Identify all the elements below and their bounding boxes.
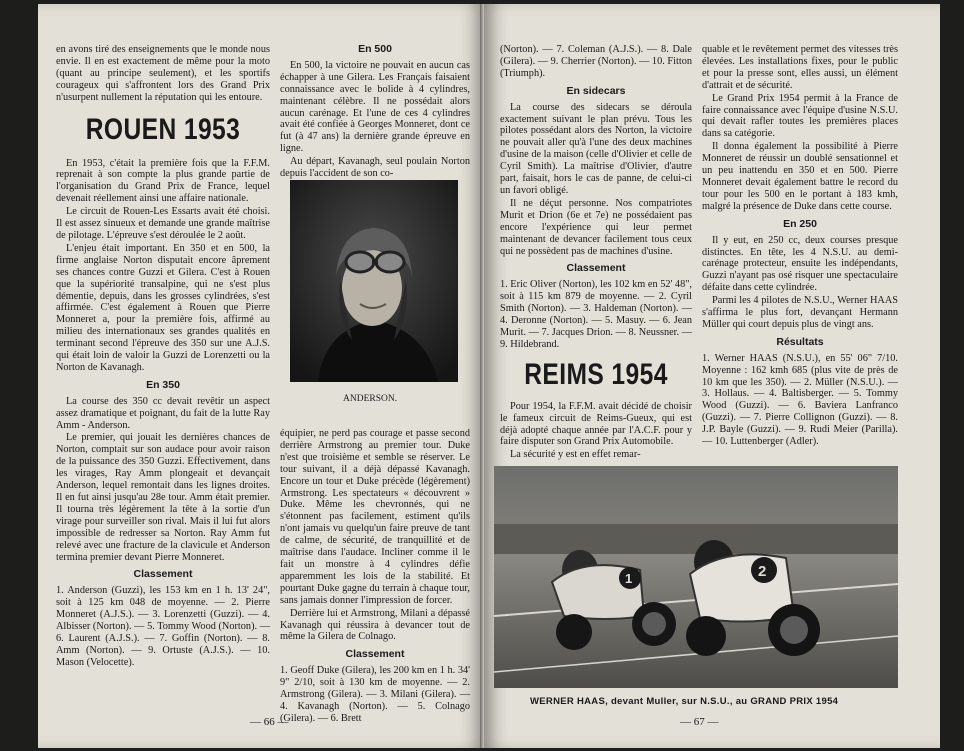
reims-paragraph-1: Pour 1954, la F.F.M. avait décidé de choisir le fameux circuit de Reims-Gueux, qui est déjà adopté chaque année par l'A.C.F. pour y faire disputer son Grand Prix Automobile. — [500, 400, 692, 448]
left-column-1 — [56, 44, 270, 670]
sidecars-paragraph-1: La course des sidecars se déroula exactement suivant le plan prévu. Tous les pilotes possédant alors des Norton, la victoire ne pouvait aller qu'à l'une des deux machines d'usine de la maison (celle d'Olivier et celle de Cyril Smith). La maîtrise d'Olivier, d'autre part, faisait, hors le cas de panne, de celui-ci un favori obligé. — [500, 101, 692, 196]
anderson-photo — [290, 180, 458, 382]
intro-text: en avons tiré des enseignements que le monde nous envie. Il en est exactement de même pour la moto (quant au principe seulement), et les sportifs courageux qui s'affrontent lors des Grand Prix n'usurpent nullement la réputation qui les entoure. — [56, 44, 270, 103]
reims-paragraph-5: Il donna également la possibilité à Pierre Monneret de réussir un doublé sensationnel et un peu inattendu en 350 et en 500. Pierre Monneret devait également battre le record du tour pour les 500 en le portant à 183 kmh, malgré la présence de Duke dans cette course. — [702, 141, 898, 212]
rouen-paragraph-2: Le circuit de Rouen-Les Essarts avait été choisi. Il est assez sinueux et demande une grande maîtrise de pilotage. L'épreuve s'est déroulée le 2 août. — [56, 206, 270, 241]
en-500-heading: En 500 — [358, 43, 392, 55]
page-number-66: — 66 — — [250, 716, 289, 728]
rouen-paragraph-3: L'enjeu était important. En 350 et en 500, la firme anglaise Norton disputait encore âprement ses chances contre Guzzi et Gilera. C'est à Rouen que la supériorité transalpine, qui ne s'est plus démentie, depuis, dans les grosses cylindrées, s'est affirmée. C'est également à Rouen que Pierre Monneret a, pour la première fois, affirmé au milieu des internationaux ses grandes qualités en terminant second l'épreuve des 350 sur une A.J.S. qui était loin de valoir la Guzzi de Lorenzetti ou la Norton de Kavanagh. — [56, 242, 270, 373]
right-page — [484, 4, 940, 748]
classement-350-heading: Classement — [133, 568, 193, 581]
reims-paragraph-3: quable et le revêtement permet des vitesses très élevées. Les installations fixes, pour le public et pour la presse sont, elles aussi, un élément d'attrait et de sécurité. — [702, 44, 898, 91]
classement-sidecars-body: 1. Eric Oliver (Norton), les 102 km en 52' 48", soit à 115 km 879 de moyenne. — 2. Cyril Smith (Norton). — 3. Haldeman (Norton). — 4. Deronne (Norton). — 5. Masuy. — 6. Jean Murit. — 7. Jacques Drion. — 8. Neussner. — 9. Hildebrand. — [500, 279, 692, 350]
reims-1954-title: REIMS 1954 — [524, 357, 668, 391]
left-column-2-top — [280, 44, 470, 181]
anderson-portrait-image — [290, 180, 458, 382]
classement-350-body: 1. Anderson (Guzzi), les 153 km en 1 h. 13' 24", soit à 125 km 048 de moyenne. — 2. Pierre Monneret (A.J.S.). — 3. Lorenzetti (Guzzi). — 4. Albisser (Norton). — 5. Tommy Wood (Norton). — 6. Laurent (A.J.S.). — 7. Goffin (Norton). — 8. Amm (Norton). — 9. Ortuste (A.J.S.). — 10. Mason (Velocette). — [56, 585, 270, 668]
right-column-2 — [702, 44, 898, 449]
sidecars-paragraph-2: Il ne déçut personne. Nos compatriotes Murit et Drion (6e et 7e) ne possédaient pas encore l'expérience qui leur permet maintenant de devancer facilement tous ceux qui ne possèdent pas de machines d'usine. — [500, 197, 692, 257]
en-250-paragraph-1: Il y eut, en 250 cc, deux courses presque distinctes. En tête, les 4 N.S.U. au demi-carénage protecteur, ensuite les indépendants, Guzzi n'ayant pas osé risquer une spectaculaire défaite dans cette cylindrée. — [702, 234, 898, 294]
classement-500-body: 1. Geoff Duke (Gilera), les 200 km en 1 h. 34' 9" 2/10, soit à 130 km de moyenne. — 2. Armstrong (Gilera). — 3. Milani (Gilera). — 4. Kavanagh (Norton). — 5. Colnago (Gilera). — 6. Brett — [280, 665, 470, 724]
resultats-body: 1. Werner HAAS (N.S.U.), en 55' 06" 7/10. Moyenne : 162 kmh 685 (plus vite de près de 10 km que les 350). — 2. Müller (N.S.U.). — 3. Hollaus. — 4. Baltisberger. — 5. Tommy Wood (Guzzi). — 6. Baviera Lanfranco (Guzzi). — 7. Pierre Collignon (Guzzi). — 8. J.P. Bayle (Guzzi). — 9. Rudi Meier (Parilla). — 10. Luttenberger (Adler). — [702, 352, 898, 448]
classement-500-heading: Classement — [345, 648, 405, 661]
left-page — [38, 4, 484, 748]
page-number-67: — 67 — — [680, 716, 719, 728]
en-500-paragraph-2: Au départ, Kavanagh, seul poulain Norton depuis l'accident de son co- — [280, 156, 470, 180]
en-500-paragraph-1: En 500, la victoire ne pouvait en aucun cas échapper à une Gilera. Les Français faisaient connaissance avec le bolide à 4 cylindres, maintenant célèbre. Il ne possédait alors aucun carénage. Et l'une de ces 4 cylindres avait été confiée à Georges Monneret, dont ce fut (à 47 ans) la dernière grande épreuve en ligne. — [280, 59, 470, 155]
reims-race-image — [494, 466, 898, 688]
duke-paragraph-2: Derrière lui et Armstrong, Milani a dépassé Kavanagh qui réussira à devancer tout de même la Gilera de Colnago. — [280, 607, 470, 643]
sidecars-heading: En sidecars — [566, 84, 626, 97]
en-350-paragraph-2: Le premier, qui jouait les dernières chances de Norton, comptait sur son audace pour avoir raison de la puissance des 350 Guzzi. Effectivement, dans les virages, Ray Amm plongeait et devançait Anderson, lequel remontait dans les lignes droites. Il en fut ainsi jusqu'au 28e tour. Amm était premier. Il tourna très légèrement la tête à la sortie d'un virage pour surveiller son rival. Mais il lui fut alors impossible de redresser sa Norton. Ray Amm fut relevé avec une fracture de la clavicule et Anderson termina premier devant Pierre Monneret. — [56, 432, 270, 563]
reims-paragraph-2: La sécurité y est en effet remar- — [510, 449, 641, 461]
reims-race-photo — [494, 466, 898, 688]
bike-1-number: 1 — [625, 571, 633, 586]
duke-paragraph-1: équipier, ne perd pas courage et passe second derrière Armstrong au premier tour. Duke n'est que troisième et semble se réserver. Le tour suivant, il a déjà dépassé Kavanagh. Encore un tour et Duke précède (légèrement) Armstrong. Les spectateurs « découvrent » Duke. Même les chevronnés, qui ne s'étonnent pas facilement, estiment qu'ils n'ont jamais vu quelqu'un faire preuve de tant de calme, de sécurité, de tranquillité et de maîtrise dans l'audace. Incliner comme il le fait un monstre à 4 cylindres défie apparemment les lois de la stabilité. Et pourtant Duke gagne du terrain à chaque tour, sans jamais donner l'impression de forcer. — [280, 428, 470, 606]
en-250-paragraph-2: Parmi les 4 pilotes de N.S.U., Werner HAAS s'affirma le plus fort, devançant Hermann Müller qui court depuis plus de vingt ans. — [702, 295, 898, 330]
rouen-1953-title: ROUEN 1953 — [85, 112, 241, 146]
en-350-paragraph-1: La course des 350 cc devait revêtir un aspect assez dramatique et poignant, du fait de la lutte Ray Amm - Anderson. — [56, 395, 270, 431]
reims-paragraph-4: Le Grand Prix 1954 permit à la France de faire connaissance avec l'équipe d'usine N.S.U. qui devait rafler toutes les premières places dans sa catégorie. — [702, 92, 898, 140]
classement-sidecars-heading: Classement — [566, 262, 626, 275]
right-column-1 — [500, 44, 692, 462]
anderson-caption: ANDERSON. — [343, 394, 398, 404]
classement-500-continued: (Norton). — 7. Coleman (A.J.S.). — 8. Dale (Gilera). — 9. Cherrier (Norton). — 10. Fitton (Triumph). — [500, 44, 692, 79]
resultats-heading: Résultats — [776, 335, 824, 348]
en-350-heading: En 350 — [146, 378, 180, 391]
rouen-paragraph-1: En 1953, c'était la première fois que la F.F.M. reprenait à son compte la plus grande partie de l'organisation du Grand Prix de France, lequel devenait réellement ainsi une affaire nationale. — [56, 157, 270, 205]
bike-2-number: 2 — [758, 563, 767, 580]
en-250-heading: En 250 — [783, 217, 817, 230]
left-column-2-bottom — [280, 428, 470, 726]
reims-photo-caption: WERNER HAAS, devant Muller, sur N.S.U., au GRAND PRIX 1954 — [530, 696, 839, 707]
